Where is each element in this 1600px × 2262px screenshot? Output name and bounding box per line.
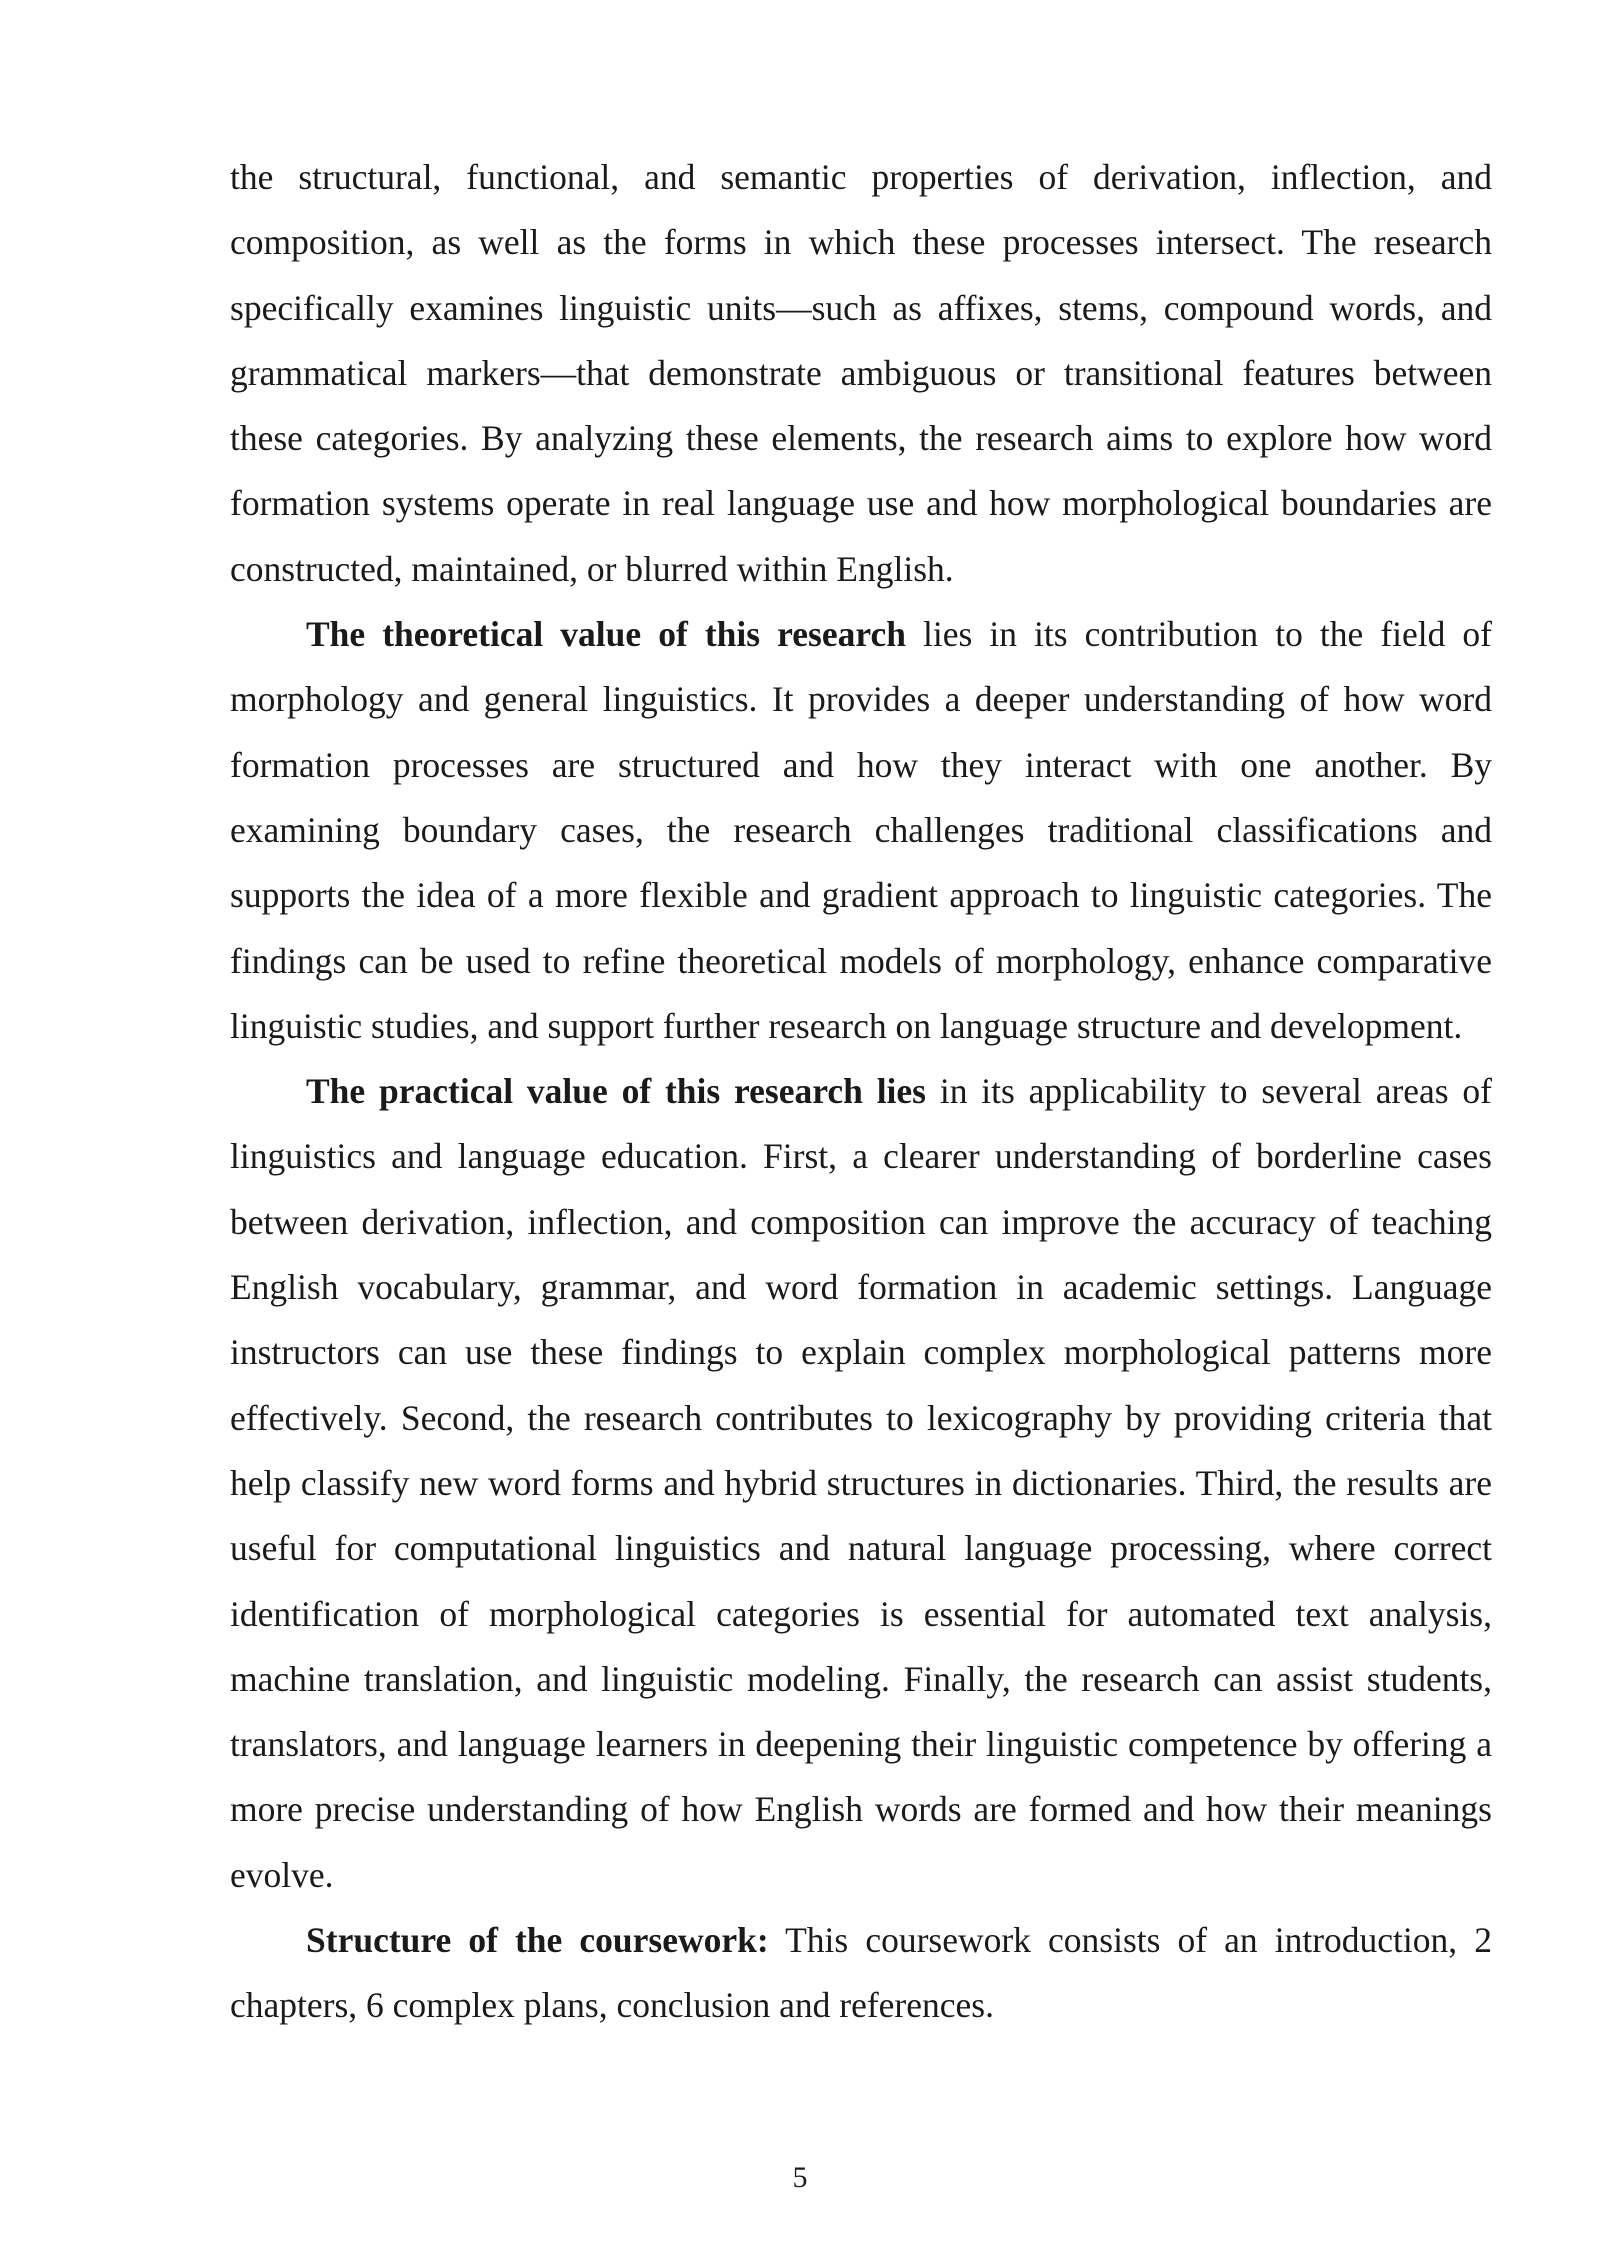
paragraph-text: the structural, functional, and semantic properties of derivation, inflection, and composition, as well as the forms in which these processes intersect. The research specifically examines linguistic units—such as affixes, stems, compound words, and grammatical markers—that demonstrate ambiguous or transitional features between these categories. By analyzing these elements, the research aims to explore how word formation systems operate in real language use and how morphological boundaries are constructed, maintained, or blurred within English. <box>230 157 1492 589</box>
paragraph-text: This coursework consists of an introduction, 2 chapters, 6 complex plans, conclusion and references. <box>230 1920 1492 2026</box>
paragraph-structure <box>230 1908 1492 2039</box>
paragraph-object-of-research <box>230 145 1492 602</box>
paragraph-lead: The theoretical value of this research <box>306 614 906 655</box>
page-number: 5 <box>792 2161 808 2194</box>
paragraph-practical-value <box>230 1059 1492 1908</box>
paragraph-lead: The practical value of this research lies <box>306 1071 926 1112</box>
paragraph-text: in its applicability to several areas of linguistics and language education. First, a clearer understanding of borderline cases between derivation, inflection, and composition can improve the accuracy of teaching English vocabulary, grammar, and word formation in academic settings. Language instructors can use these findings to explain complex morphological patterns more effectively. Second, the research contributes to lexicography by providing criteria that help classify new word forms and hybrid structures in dictionaries. Third, the results are useful for computational linguistics and natural language processing, where correct identification of morphological categories is essential for automated text analysis, machine translation, and linguistic modeling. Finally, the research can assist students, translators, and language learners in deepening their linguistic competence by offering a more precise understanding of how English words are formed and how their meanings evolve. <box>230 1071 1493 1895</box>
body-text <box>230 145 1492 2039</box>
paragraph-text: lies in its contribution to the field of morphology and general linguistics. It provides a deeper understanding of how word formation processes are structured and how they interact with one another. By examining boundary cases, the research challenges traditional classifications and supports the idea of a more flexible and gradient approach to linguistic categories. The findings can be used to refine theoretical models of morphology, enhance comparative linguistic studies, and support further research on language structure and development. <box>230 614 1492 1046</box>
paragraph-lead: Structure of the coursework: <box>306 1920 769 1961</box>
paragraph-theoretical-value <box>230 602 1492 1059</box>
